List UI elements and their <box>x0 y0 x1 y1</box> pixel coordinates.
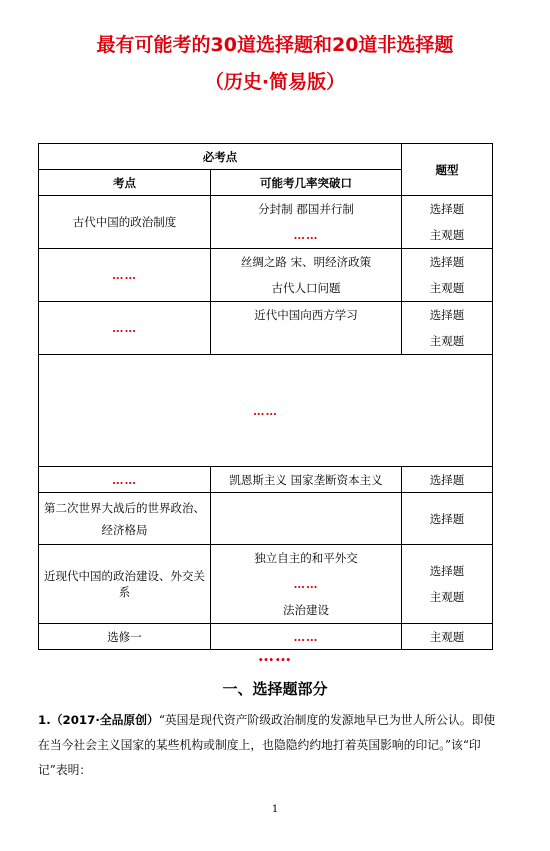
question-source: （2017·全品原创） <box>50 713 159 727</box>
table-row <box>39 545 493 624</box>
table-row <box>39 467 493 493</box>
type-item: 主观题 <box>429 228 465 242</box>
breakthrough-cell <box>211 249 402 302</box>
type-item: 选择题 <box>429 255 465 269</box>
ellipsis: …… <box>293 577 319 591</box>
topic-header: 考点 <box>39 170 211 196</box>
table-row <box>39 249 493 302</box>
type-cell: 选择题 <box>402 467 493 493</box>
topic-cell: 近现代中国的政治建设、外交关系 <box>39 545 211 624</box>
type-item: 主观题 <box>429 590 465 604</box>
type-cell <box>402 249 493 302</box>
continuation-ellipsis: …… <box>258 646 292 665</box>
breakthrough-item: 独立自主的和平外交 <box>254 551 358 565</box>
exam-points-table <box>38 143 493 650</box>
breakthrough-cell <box>211 302 402 355</box>
breakthrough-item: 古代人口问题 <box>271 281 341 295</box>
type-item: 主观题 <box>429 281 465 295</box>
breakthrough-cell <box>211 493 402 545</box>
question-number: 1. <box>38 713 51 727</box>
type-item: 选择题 <box>429 564 465 578</box>
topic-cell: …… <box>39 249 211 302</box>
question-1 <box>38 708 496 783</box>
breakthrough-cell <box>211 545 402 624</box>
breakthrough-item: 丝绸之路 宋、明经济政策 <box>240 255 372 269</box>
question-text: “英国是现代资产阶级政治制度的发源地早已为世人所公认。即使在当今社会主义国家的某些机构或制度上，也隐隐约约地打着英国影响的印记。”该“印记”表明： <box>38 713 496 777</box>
breakthrough-header: 可能考几率突破口 <box>211 170 402 196</box>
type-cell <box>402 545 493 624</box>
type-cell <box>402 302 493 355</box>
topic-cell: 第二次世界大战后的世界政治、经济格局 <box>39 493 211 545</box>
document-subtitle: （历史·简易版） <box>204 71 346 93</box>
type-item: 选择题 <box>429 202 465 216</box>
document-title: 最有可能考的30道选择题和20道非选择题 <box>96 34 454 56</box>
merged-cell: …… <box>39 355 493 467</box>
breakthrough-cell: …… <box>211 624 402 650</box>
table-row <box>39 493 493 545</box>
type-header: 题型 <box>402 144 493 196</box>
topic-cell: 选修一 <box>39 624 211 650</box>
topic-cell: …… <box>39 467 211 493</box>
page-number: 1 <box>271 804 279 815</box>
breakthrough-cell: 凯恩斯主义 国家垄断资本主义 <box>211 467 402 493</box>
type-cell <box>402 196 493 249</box>
type-item: 选择题 <box>429 308 465 322</box>
breakthrough-cell <box>211 196 402 249</box>
breakthrough-item: 近代中国向西方学习 <box>254 308 358 322</box>
table-row <box>39 196 493 249</box>
type-cell: 选择题 <box>402 493 493 545</box>
breakthrough-item: 法治建设 <box>283 603 329 617</box>
type-item: 主观题 <box>429 334 465 348</box>
topic-cell: 古代中国的政治制度 <box>39 196 211 249</box>
type-cell: 主观题 <box>402 624 493 650</box>
section-title: 一、选择题部分 <box>222 680 328 698</box>
table-row <box>39 355 493 467</box>
ellipsis: …… <box>293 228 319 242</box>
table-row <box>39 302 493 355</box>
breakthrough-item: 分封制 郡国并行制 <box>258 202 354 216</box>
topic-cell: …… <box>39 302 211 355</box>
group-header: 必考点 <box>39 144 402 170</box>
